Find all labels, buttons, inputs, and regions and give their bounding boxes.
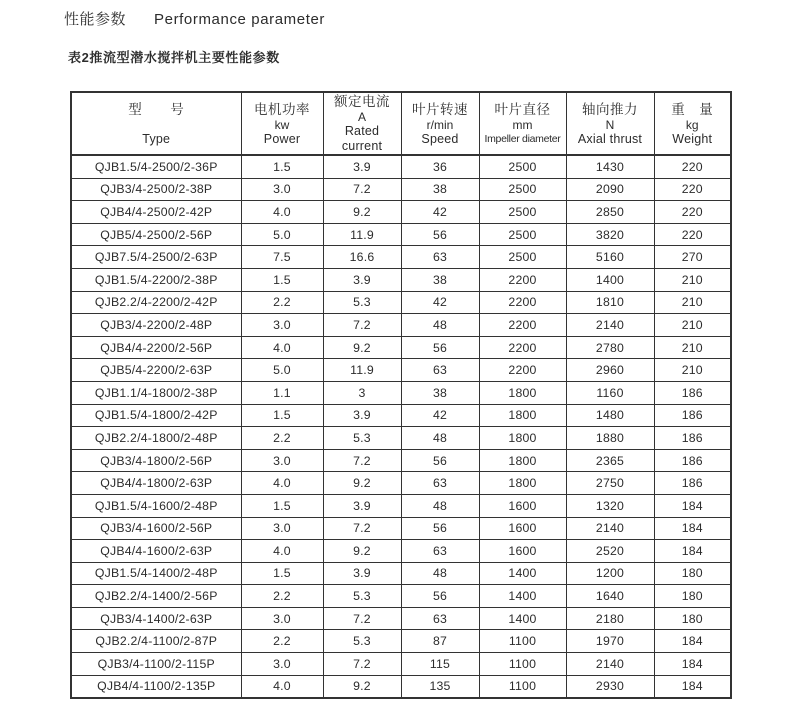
value-cell: 1880 <box>566 427 654 450</box>
value-cell: 56 <box>401 336 479 359</box>
column-header-axial-thrust <box>566 92 654 155</box>
value-cell: 1100 <box>479 653 566 676</box>
value-cell: 7.2 <box>323 178 401 201</box>
value-cell: 3.9 <box>323 155 401 178</box>
model-cell: QJB1.5/4-1600/2-48P <box>71 494 241 517</box>
value-cell: 184 <box>654 517 731 540</box>
value-cell: 3820 <box>566 223 654 246</box>
column-header-speed <box>401 92 479 155</box>
table-row <box>71 540 731 563</box>
value-cell: 63 <box>401 607 479 630</box>
value-cell: 180 <box>654 562 731 585</box>
value-cell: 36 <box>401 155 479 178</box>
model-cell: QJB4/4-1100/2-135P <box>71 675 241 698</box>
table-row <box>71 585 731 608</box>
value-cell: 210 <box>654 268 731 291</box>
value-cell: 1600 <box>479 517 566 540</box>
model-cell: QJB2.2/4-2200/2-42P <box>71 291 241 314</box>
table-row <box>71 494 731 517</box>
header-cn-label: 额定电流 <box>334 94 390 109</box>
table-row <box>71 291 731 314</box>
value-cell: 16.6 <box>323 246 401 269</box>
value-cell: 2200 <box>479 268 566 291</box>
value-cell: 3.9 <box>323 562 401 585</box>
value-cell: 1400 <box>566 268 654 291</box>
value-cell: 184 <box>654 675 731 698</box>
value-cell: 2780 <box>566 336 654 359</box>
value-cell: 2500 <box>479 155 566 178</box>
value-cell: 4.0 <box>241 540 323 563</box>
value-cell: 2.2 <box>241 427 323 450</box>
value-cell: 220 <box>654 223 731 246</box>
value-cell: 220 <box>654 178 731 201</box>
table-body <box>71 155 731 698</box>
value-cell: 210 <box>654 314 731 337</box>
header-unit-label: kw <box>274 117 290 132</box>
value-cell: 184 <box>654 540 731 563</box>
value-cell: 63 <box>401 540 479 563</box>
value-cell: 2850 <box>566 201 654 224</box>
table-row <box>71 653 731 676</box>
column-header-type <box>71 92 241 155</box>
value-cell: 9.2 <box>323 336 401 359</box>
value-cell: 7.5 <box>241 246 323 269</box>
value-cell: 184 <box>654 630 731 653</box>
value-cell: 210 <box>654 359 731 382</box>
value-cell: 1970 <box>566 630 654 653</box>
value-cell: 7.2 <box>323 607 401 630</box>
model-cell: QJB1.5/4-1400/2-48P <box>71 562 241 585</box>
table-row <box>71 268 731 291</box>
value-cell: 2500 <box>479 223 566 246</box>
value-cell: 7.2 <box>323 449 401 472</box>
table-row <box>71 201 731 224</box>
value-cell: 1600 <box>479 540 566 563</box>
column-header-weight <box>654 92 731 155</box>
value-cell: 3.9 <box>323 268 401 291</box>
value-cell: 2200 <box>479 314 566 337</box>
model-cell: QJB7.5/4-2500/2-63P <box>71 246 241 269</box>
value-cell: 38 <box>401 381 479 404</box>
value-cell: 1.1 <box>241 381 323 404</box>
value-cell: 2200 <box>479 336 566 359</box>
column-header-rated-current <box>323 92 401 155</box>
value-cell: 2140 <box>566 517 654 540</box>
value-cell: 1400 <box>479 585 566 608</box>
column-header-power <box>241 92 323 155</box>
value-cell: 1480 <box>566 404 654 427</box>
value-cell: 56 <box>401 585 479 608</box>
value-cell: 1320 <box>566 494 654 517</box>
value-cell: 1400 <box>479 562 566 585</box>
value-cell: 7.2 <box>323 314 401 337</box>
model-cell: QJB1.5/4-2200/2-38P <box>71 268 241 291</box>
value-cell: 2930 <box>566 675 654 698</box>
value-cell: 9.2 <box>323 201 401 224</box>
table-row <box>71 472 731 495</box>
table-row <box>71 562 731 585</box>
value-cell: 5.3 <box>323 291 401 314</box>
value-cell: 270 <box>654 246 731 269</box>
value-cell: 42 <box>401 404 479 427</box>
performance-table <box>70 91 732 699</box>
value-cell: 2500 <box>479 178 566 201</box>
value-cell: 11.9 <box>323 359 401 382</box>
model-cell: QJB5/4-2200/2-63P <box>71 359 241 382</box>
value-cell: 3.0 <box>241 314 323 337</box>
header-en-label: Axial thrust <box>577 131 643 146</box>
value-cell: 38 <box>401 268 479 291</box>
value-cell: 9.2 <box>323 472 401 495</box>
header-cn-label: 轴向推力 <box>582 101 638 117</box>
value-cell: 3 <box>323 381 401 404</box>
value-cell: 1200 <box>566 562 654 585</box>
table-row <box>71 155 731 178</box>
header-en-label: Impeller diameter <box>484 132 561 145</box>
table-row <box>71 178 731 201</box>
value-cell: 3.0 <box>241 607 323 630</box>
value-cell: 1430 <box>566 155 654 178</box>
header-cn-label: 电机功率 <box>254 101 310 117</box>
value-cell: 2500 <box>479 201 566 224</box>
header-en-label: Speed <box>421 131 459 146</box>
header-cn-label: 重 量 <box>671 101 714 117</box>
value-cell: 1800 <box>479 449 566 472</box>
value-cell: 63 <box>401 359 479 382</box>
value-cell: 2.2 <box>241 585 323 608</box>
value-cell: 186 <box>654 427 731 450</box>
value-cell: 2090 <box>566 178 654 201</box>
model-cell: QJB2.2/4-1800/2-48P <box>71 427 241 450</box>
value-cell: 1810 <box>566 291 654 314</box>
value-cell: 5160 <box>566 246 654 269</box>
value-cell: 1640 <box>566 585 654 608</box>
value-cell: 7.2 <box>323 517 401 540</box>
value-cell: 2140 <box>566 314 654 337</box>
table-row <box>71 675 731 698</box>
model-cell: QJB3/4-1100/2-115P <box>71 653 241 676</box>
value-cell: 5.3 <box>323 427 401 450</box>
value-cell: 56 <box>401 449 479 472</box>
value-cell: 11.9 <box>323 223 401 246</box>
value-cell: 1.5 <box>241 404 323 427</box>
value-cell: 7.2 <box>323 653 401 676</box>
table-row <box>71 336 731 359</box>
value-cell: 5.3 <box>323 585 401 608</box>
model-cell: QJB3/4-2500/2-38P <box>71 178 241 201</box>
value-cell: 38 <box>401 178 479 201</box>
value-cell: 2.2 <box>241 630 323 653</box>
header-en-label: Type <box>142 131 171 146</box>
model-cell: QJB1.5/4-2500/2-36P <box>71 155 241 178</box>
model-cell: QJB1.5/4-1800/2-42P <box>71 404 241 427</box>
value-cell: 5.3 <box>323 630 401 653</box>
value-cell: 180 <box>654 585 731 608</box>
value-cell: 1100 <box>479 675 566 698</box>
header-en-label: Weight <box>672 131 713 146</box>
value-cell: 2.2 <box>241 291 323 314</box>
value-cell: 184 <box>654 494 731 517</box>
model-cell: QJB2.2/4-1100/2-87P <box>71 630 241 653</box>
model-cell: QJB4/4-1600/2-63P <box>71 540 241 563</box>
value-cell: 1600 <box>479 494 566 517</box>
value-cell: 1800 <box>479 427 566 450</box>
value-cell: 186 <box>654 472 731 495</box>
value-cell: 186 <box>654 381 731 404</box>
table-row <box>71 449 731 472</box>
model-cell: QJB3/4-1800/2-56P <box>71 449 241 472</box>
value-cell: 3.0 <box>241 449 323 472</box>
model-cell: QJB3/4-1600/2-56P <box>71 517 241 540</box>
table-row <box>71 404 731 427</box>
value-cell: 1.5 <box>241 562 323 585</box>
value-cell: 2520 <box>566 540 654 563</box>
value-cell: 2365 <box>566 449 654 472</box>
value-cell: 210 <box>654 336 731 359</box>
header-unit-label: N <box>605 117 615 132</box>
value-cell: 1400 <box>479 607 566 630</box>
value-cell: 4.0 <box>241 336 323 359</box>
table-row <box>71 427 731 450</box>
model-cell: QJB1.1/4-1800/2-38P <box>71 381 241 404</box>
value-cell: 1800 <box>479 381 566 404</box>
table-row <box>71 607 731 630</box>
value-cell: 48 <box>401 427 479 450</box>
value-cell: 180 <box>654 607 731 630</box>
value-cell: 9.2 <box>323 675 401 698</box>
header-unit-label: A <box>357 110 366 124</box>
value-cell: 1160 <box>566 381 654 404</box>
value-cell: 3.9 <box>323 494 401 517</box>
header-cn-label: 叶片转速 <box>412 101 468 117</box>
value-cell: 87 <box>401 630 479 653</box>
value-cell: 42 <box>401 201 479 224</box>
value-cell: 5.0 <box>241 223 323 246</box>
header-cn-label: 型 号 <box>128 101 185 117</box>
value-cell: 135 <box>401 675 479 698</box>
value-cell: 48 <box>401 494 479 517</box>
value-cell: 2750 <box>566 472 654 495</box>
value-cell: 1.5 <box>241 268 323 291</box>
table-row <box>71 246 731 269</box>
value-cell: 220 <box>654 155 731 178</box>
value-cell: 2140 <box>566 653 654 676</box>
table-row <box>71 517 731 540</box>
model-cell: QJB3/4-1400/2-63P <box>71 607 241 630</box>
header-en-label: Power <box>263 131 301 146</box>
value-cell: 4.0 <box>241 472 323 495</box>
value-cell: 184 <box>654 653 731 676</box>
model-cell: QJB3/4-2200/2-48P <box>71 314 241 337</box>
model-cell: QJB4/4-1800/2-63P <box>71 472 241 495</box>
value-cell: 3.0 <box>241 517 323 540</box>
value-cell: 2500 <box>479 246 566 269</box>
header-unit-label: mm <box>512 117 533 132</box>
model-cell: QJB5/4-2500/2-56P <box>71 223 241 246</box>
column-header-impeller-diameter <box>479 92 566 155</box>
value-cell: 2200 <box>479 291 566 314</box>
value-cell: 186 <box>654 449 731 472</box>
value-cell: 42 <box>401 291 479 314</box>
value-cell: 1800 <box>479 472 566 495</box>
value-cell: 210 <box>654 291 731 314</box>
value-cell: 4.0 <box>241 675 323 698</box>
table-caption: 表2推流型潜水搅拌机主要性能参数 <box>68 50 280 65</box>
value-cell: 4.0 <box>241 201 323 224</box>
table-row <box>71 223 731 246</box>
value-cell: 3.9 <box>323 404 401 427</box>
value-cell: 48 <box>401 562 479 585</box>
value-cell: 2180 <box>566 607 654 630</box>
value-cell: 63 <box>401 472 479 495</box>
value-cell: 2200 <box>479 359 566 382</box>
value-cell: 5.0 <box>241 359 323 382</box>
table-row <box>71 314 731 337</box>
page-title-cn: 性能参数 <box>64 11 127 28</box>
header-unit-label: r/min <box>426 117 454 132</box>
header-en-label: Rated current <box>341 124 383 153</box>
value-cell: 186 <box>654 404 731 427</box>
table-row <box>71 359 731 382</box>
table-row <box>71 630 731 653</box>
header-row <box>71 92 731 155</box>
value-cell: 3.0 <box>241 178 323 201</box>
value-cell: 2960 <box>566 359 654 382</box>
value-cell: 115 <box>401 653 479 676</box>
value-cell: 3.0 <box>241 653 323 676</box>
model-cell: QJB4/4-2200/2-56P <box>71 336 241 359</box>
value-cell: 1100 <box>479 630 566 653</box>
value-cell: 48 <box>401 314 479 337</box>
value-cell: 63 <box>401 246 479 269</box>
value-cell: 1800 <box>479 404 566 427</box>
value-cell: 9.2 <box>323 540 401 563</box>
header-unit-label: kg <box>685 117 699 132</box>
page-title <box>64 8 325 29</box>
table-row <box>71 381 731 404</box>
header-cn-label: 叶片直径 <box>494 101 551 117</box>
header-unit-label <box>72 118 241 132</box>
value-cell: 1.5 <box>241 494 323 517</box>
model-cell: QJB4/4-2500/2-42P <box>71 201 241 224</box>
value-cell: 56 <box>401 517 479 540</box>
page-title-en: Performance parameter <box>154 11 326 28</box>
value-cell: 220 <box>654 201 731 224</box>
value-cell: 1.5 <box>241 155 323 178</box>
model-cell: QJB2.2/4-1400/2-56P <box>71 585 241 608</box>
value-cell: 56 <box>401 223 479 246</box>
